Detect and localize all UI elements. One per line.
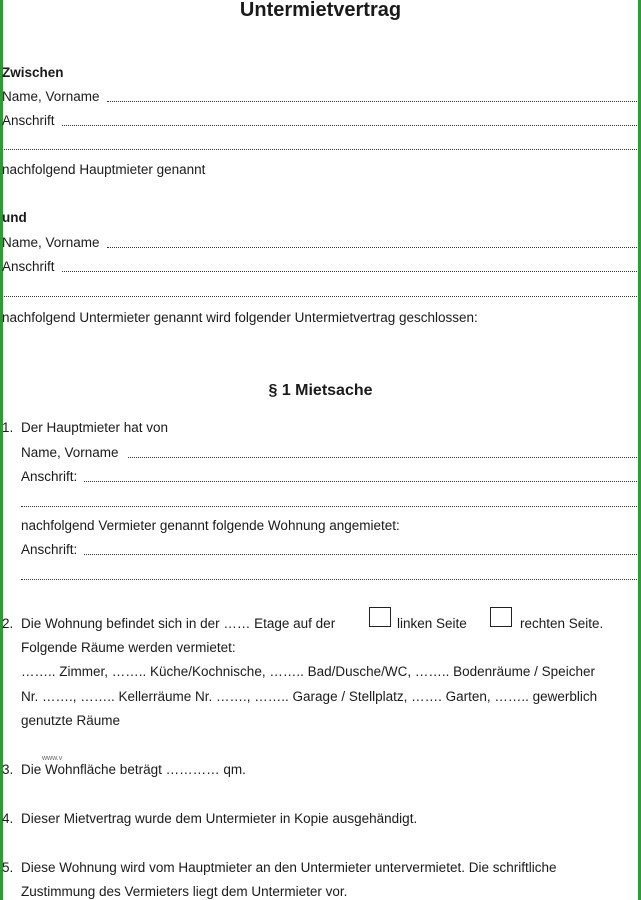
kopie-text: Dieser Mietvertrag wurde dem Untermieter in Kopie ausgehändigt. [21,811,418,826]
wohnflaeche-text: Die Wohnfläche beträgt ………… qm. [21,762,246,777]
vermieter-anschrift-label: Anschrift: [21,469,78,484]
untermieter-anschrift-field-2[interactable] [4,296,637,297]
item-1-intro: Der Hauptmieter hat von [21,420,169,435]
wohnung-anschrift-label: Anschrift: [21,542,78,557]
raeume-line-3: genutzte Räume [21,713,121,728]
hauptmieter-anschrift-field[interactable] [62,125,637,126]
watermark-text: www.v [42,755,63,762]
untervermietung-line-2: Zustimmung des Vermieters liegt dem Untermieter vor. [21,884,348,899]
vermieter-name-label: Name, Vorname [21,445,119,460]
wohnung-anschrift-field-2[interactable] [21,579,637,580]
hauptmieter-anschrift-label: Anschrift [2,113,55,128]
hauptmieter-name-label: Name, Vorname [2,89,100,104]
vermieter-note: nachfolgend Vermieter genannt folgende Wohnung angemietet: [21,518,400,533]
item-5-number: 5. [2,860,14,875]
und-label: und [2,210,27,225]
untermieter-name-label: Name, Vorname [2,235,100,250]
untermieter-anschrift-label: Anschrift [2,259,55,274]
linke-seite-label: linken Seite [397,616,467,631]
vermieter-anschrift-field-2[interactable] [21,506,637,507]
document-title: Untermietvertrag [239,0,402,21]
untermieter-name-field[interactable] [107,247,637,248]
item-2-number: 2. [2,616,14,631]
linke-seite-checkbox[interactable] [369,607,391,627]
untermieter-anschrift-field[interactable] [62,271,637,272]
rechte-seite-label: rechten Seite. [520,616,604,631]
raeume-line-1: …….. Zimmer, …….. Küche/Kochnische, …….. Bad/Dusche/WC, …….. Bodenräume / Speicher [21,664,595,679]
item-4-number: 4. [2,811,14,826]
hauptmieter-anschrift-field-2[interactable] [4,149,637,150]
hauptmieter-name-field[interactable] [107,101,637,102]
hauptmieter-note: nachfolgend Hauptmieter genannt [2,162,206,177]
untermieter-note: nachfolgend Untermieter genannt wird folgender Untermietvertrag geschlossen: [2,310,478,325]
item-3-number: 3. [2,762,14,777]
untervermietung-line-1: Diese Wohnung wird vom Hauptmieter an den Untermieter untervermietet. Die schriftliche [21,860,557,875]
item-2-etage-text: Die Wohnung befindet sich in der …… Etage auf der [21,616,336,631]
section-1-heading: § 1 Mietsache [268,382,373,399]
vermieter-anschrift-field[interactable] [84,481,637,482]
wohnung-anschrift-field[interactable] [84,554,637,555]
raeume-heading: Folgende Räume werden vermietet: [21,640,236,655]
item-1-number: 1. [2,420,14,435]
vermieter-name-field[interactable] [128,457,637,458]
rechte-seite-checkbox[interactable] [490,607,512,627]
raeume-line-2: Nr. ……., …….. Kellerräume Nr. ……., …….. Garage / Stellplatz, ……. Garten, …….. gewerblich [21,689,598,704]
zwischen-label: Zwischen [2,65,64,80]
